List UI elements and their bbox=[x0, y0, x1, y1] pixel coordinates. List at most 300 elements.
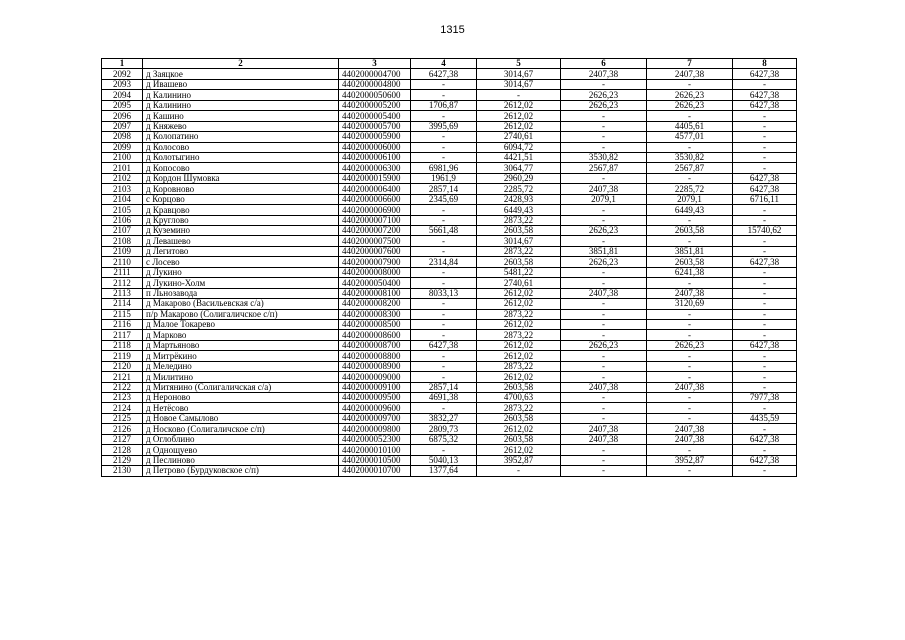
cell-oktmo-code: 4402000004700 bbox=[339, 69, 411, 79]
table-row bbox=[102, 173, 797, 183]
cell-value-col-6: 2407,38 bbox=[561, 184, 647, 194]
cell-oktmo-code: 4402000050400 bbox=[339, 278, 411, 288]
table-row bbox=[102, 132, 797, 142]
cell-row-number: 2117 bbox=[102, 330, 143, 340]
cell-value-col-7: - bbox=[647, 351, 733, 361]
cell-row-number: 2099 bbox=[102, 142, 143, 152]
cell-settlement-name: д Митрёкино bbox=[143, 351, 339, 361]
cell-value-col-4: 3832,27 bbox=[411, 413, 477, 423]
cell-settlement-name: д Песлиново bbox=[143, 455, 339, 465]
table-header-row bbox=[102, 59, 797, 69]
cell-value-col-5: 2740,61 bbox=[477, 278, 561, 288]
cell-value-col-8: - bbox=[733, 424, 797, 434]
cell-value-col-4: - bbox=[411, 111, 477, 121]
cell-value-col-7: - bbox=[647, 173, 733, 183]
cell-oktmo-code: 4402000008300 bbox=[339, 309, 411, 319]
column-header-3: 3 bbox=[339, 59, 411, 69]
page-number: 1315 bbox=[440, 24, 465, 36]
cell-value-col-4: - bbox=[411, 205, 477, 215]
cell-value-col-6: - bbox=[561, 132, 647, 142]
cell-value-col-5: - bbox=[477, 90, 561, 100]
table-row bbox=[102, 194, 797, 204]
column-header-2: 2 bbox=[143, 59, 339, 69]
cell-value-col-6: 2626,23 bbox=[561, 257, 647, 267]
cell-oktmo-code: 4402000008200 bbox=[339, 299, 411, 309]
cell-value-col-8: - bbox=[733, 152, 797, 162]
cell-row-number: 2109 bbox=[102, 246, 143, 256]
cell-value-col-4: 3995,69 bbox=[411, 121, 477, 131]
cell-settlement-name: д Макарово (Васильевская с/а) bbox=[143, 299, 339, 309]
cell-value-col-4: 2857,14 bbox=[411, 382, 477, 392]
cell-value-col-8: - bbox=[733, 351, 797, 361]
cell-value-col-8: - bbox=[733, 309, 797, 319]
table-body bbox=[102, 69, 797, 476]
cell-value-col-4: - bbox=[411, 299, 477, 309]
cell-value-col-8: - bbox=[733, 246, 797, 256]
cell-value-col-7: 3851,81 bbox=[647, 246, 733, 256]
cell-value-col-5: 2285,72 bbox=[477, 184, 561, 194]
table-row bbox=[102, 309, 797, 319]
cell-value-col-7: - bbox=[647, 445, 733, 455]
cell-oktmo-code: 4402000009700 bbox=[339, 413, 411, 423]
cell-value-col-4: 6875,32 bbox=[411, 434, 477, 444]
cell-settlement-name: д Княжево bbox=[143, 121, 339, 131]
cell-value-col-5: 2612,02 bbox=[477, 424, 561, 434]
table-row bbox=[102, 351, 797, 361]
cell-oktmo-code: 4402000006900 bbox=[339, 205, 411, 215]
cell-row-number: 2113 bbox=[102, 288, 143, 298]
cell-row-number: 2108 bbox=[102, 236, 143, 246]
cell-oktmo-code: 4402000009000 bbox=[339, 372, 411, 382]
cell-row-number: 2094 bbox=[102, 90, 143, 100]
cell-value-col-5: 2873,22 bbox=[477, 246, 561, 256]
cell-value-col-6: 2626,23 bbox=[561, 100, 647, 110]
cell-value-col-7: - bbox=[647, 142, 733, 152]
cell-value-col-7: 2626,23 bbox=[647, 340, 733, 350]
cell-settlement-name: п Льнозавода bbox=[143, 288, 339, 298]
cell-row-number: 2120 bbox=[102, 361, 143, 371]
cell-value-col-5: 5481,22 bbox=[477, 267, 561, 277]
cell-settlement-name: с Лосево bbox=[143, 257, 339, 267]
cell-value-col-6: - bbox=[561, 403, 647, 413]
cell-value-col-5: 2612,02 bbox=[477, 340, 561, 350]
cell-value-col-7: 2407,38 bbox=[647, 434, 733, 444]
cell-value-col-4: - bbox=[411, 351, 477, 361]
cell-row-number: 2130 bbox=[102, 466, 143, 476]
cell-value-col-4: 2314,84 bbox=[411, 257, 477, 267]
table-row bbox=[102, 299, 797, 309]
cell-value-col-5: 6449,43 bbox=[477, 205, 561, 215]
cell-value-col-6: 2407,38 bbox=[561, 424, 647, 434]
table-row bbox=[102, 163, 797, 173]
cell-oktmo-code: 4402000007900 bbox=[339, 257, 411, 267]
cell-value-col-6: - bbox=[561, 121, 647, 131]
cell-value-col-8: - bbox=[733, 111, 797, 121]
cell-row-number: 2125 bbox=[102, 413, 143, 423]
cell-value-col-7: 2603,58 bbox=[647, 226, 733, 236]
cell-value-col-5: 2603,58 bbox=[477, 413, 561, 423]
cell-value-col-8: - bbox=[733, 299, 797, 309]
cell-oktmo-code: 4402000052300 bbox=[339, 434, 411, 444]
cell-value-col-8: 6716,11 bbox=[733, 194, 797, 204]
table-row bbox=[102, 184, 797, 194]
cell-settlement-name: д Колотыгино bbox=[143, 152, 339, 162]
column-header-7: 7 bbox=[647, 59, 733, 69]
cell-value-col-5: 2612,02 bbox=[477, 111, 561, 121]
cell-value-col-7: - bbox=[647, 79, 733, 89]
table-row bbox=[102, 246, 797, 256]
cell-value-col-6: - bbox=[561, 455, 647, 465]
cell-settlement-name: д Легитово bbox=[143, 246, 339, 256]
table-row bbox=[102, 361, 797, 371]
cell-value-col-7: - bbox=[647, 403, 733, 413]
cell-value-col-8: 6427,38 bbox=[733, 90, 797, 100]
table-row bbox=[102, 90, 797, 100]
cell-oktmo-code: 4402000007600 bbox=[339, 246, 411, 256]
cell-value-col-7: 6449,43 bbox=[647, 205, 733, 215]
table-row bbox=[102, 278, 797, 288]
cell-row-number: 2115 bbox=[102, 309, 143, 319]
cell-row-number: 2098 bbox=[102, 132, 143, 142]
cell-row-number: 2100 bbox=[102, 152, 143, 162]
cell-value-col-8: - bbox=[733, 163, 797, 173]
cell-value-col-8: - bbox=[733, 403, 797, 413]
table-row bbox=[102, 372, 797, 382]
column-header-4: 4 bbox=[411, 59, 477, 69]
cell-value-col-8: - bbox=[733, 142, 797, 152]
cell-oktmo-code: 4402000006000 bbox=[339, 142, 411, 152]
cell-oktmo-code: 4402000005400 bbox=[339, 111, 411, 121]
cell-value-col-8: - bbox=[733, 319, 797, 329]
cell-value-col-8: 7977,38 bbox=[733, 393, 797, 403]
cell-value-col-4: - bbox=[411, 445, 477, 455]
cell-row-number: 2106 bbox=[102, 215, 143, 225]
cell-value-col-5: 2603,58 bbox=[477, 226, 561, 236]
cell-value-col-5: 3014,67 bbox=[477, 69, 561, 79]
cell-value-col-4: - bbox=[411, 236, 477, 246]
cell-value-col-8: 6427,38 bbox=[733, 69, 797, 79]
cell-settlement-name: д Копосово bbox=[143, 163, 339, 173]
cell-oktmo-code: 4402000004800 bbox=[339, 79, 411, 89]
cell-value-col-5: 2612,02 bbox=[477, 121, 561, 131]
table-row bbox=[102, 466, 797, 476]
cell-settlement-name: д Кашино bbox=[143, 111, 339, 121]
cell-oktmo-code: 4402000005700 bbox=[339, 121, 411, 131]
cell-value-col-7: - bbox=[647, 215, 733, 225]
cell-settlement-name: с Корцово bbox=[143, 194, 339, 204]
cell-row-number: 2129 bbox=[102, 455, 143, 465]
cell-value-col-4: 2857,14 bbox=[411, 184, 477, 194]
cell-settlement-name: д Марково bbox=[143, 330, 339, 340]
cell-value-col-7: - bbox=[647, 413, 733, 423]
cell-row-number: 2119 bbox=[102, 351, 143, 361]
cell-settlement-name: д Нероново bbox=[143, 393, 339, 403]
cell-settlement-name: д Носково (Солигаличское с/п) bbox=[143, 424, 339, 434]
cell-oktmo-code: 4402000050600 bbox=[339, 90, 411, 100]
cell-value-col-4: - bbox=[411, 90, 477, 100]
table-row bbox=[102, 257, 797, 267]
cell-value-col-8: 15740,62 bbox=[733, 226, 797, 236]
column-header-6: 6 bbox=[561, 59, 647, 69]
cell-value-col-7: 2407,38 bbox=[647, 424, 733, 434]
cell-oktmo-code: 4402000010500 bbox=[339, 455, 411, 465]
cell-value-col-6: - bbox=[561, 236, 647, 246]
cell-settlement-name: д Заяцкое bbox=[143, 69, 339, 79]
cell-value-col-4: 4691,38 bbox=[411, 393, 477, 403]
cell-value-col-6: 2626,23 bbox=[561, 90, 647, 100]
cell-value-col-8: 6427,38 bbox=[733, 257, 797, 267]
cell-value-col-8: - bbox=[733, 121, 797, 131]
cell-row-number: 2092 bbox=[102, 69, 143, 79]
cell-oktmo-code: 4402000007100 bbox=[339, 215, 411, 225]
cell-value-col-6: - bbox=[561, 319, 647, 329]
table-row bbox=[102, 236, 797, 246]
cell-row-number: 2126 bbox=[102, 424, 143, 434]
table-row bbox=[102, 226, 797, 236]
cell-settlement-name: д Калинино bbox=[143, 90, 339, 100]
cell-row-number: 2123 bbox=[102, 393, 143, 403]
cell-settlement-name: д Новое Самылово bbox=[143, 413, 339, 423]
table-row bbox=[102, 288, 797, 298]
table-row bbox=[102, 393, 797, 403]
cell-value-col-5: 3952,87 bbox=[477, 455, 561, 465]
cell-value-col-6: - bbox=[561, 393, 647, 403]
cell-oktmo-code: 4402000009800 bbox=[339, 424, 411, 434]
cell-row-number: 2097 bbox=[102, 121, 143, 131]
cell-value-col-7: 3120,69 bbox=[647, 299, 733, 309]
cell-value-col-6: 2567,87 bbox=[561, 163, 647, 173]
cell-value-col-8: - bbox=[733, 79, 797, 89]
cell-row-number: 2127 bbox=[102, 434, 143, 444]
table-row bbox=[102, 152, 797, 162]
table-row bbox=[102, 267, 797, 277]
cell-value-col-7: - bbox=[647, 393, 733, 403]
cell-oktmo-code: 4402000009500 bbox=[339, 393, 411, 403]
cell-value-col-5: 4700,63 bbox=[477, 393, 561, 403]
column-header-5: 5 bbox=[477, 59, 561, 69]
table-row bbox=[102, 79, 797, 89]
cell-value-col-7: 2079,1 bbox=[647, 194, 733, 204]
cell-value-col-4: 6981,96 bbox=[411, 163, 477, 173]
cell-value-col-4: 6427,38 bbox=[411, 340, 477, 350]
cell-oktmo-code: 4402000008500 bbox=[339, 319, 411, 329]
cell-value-col-5: 2612,02 bbox=[477, 372, 561, 382]
cell-row-number: 2122 bbox=[102, 382, 143, 392]
cell-settlement-name: п/р Макарово (Солигаличское с/п) bbox=[143, 309, 339, 319]
cell-value-col-5: 2873,22 bbox=[477, 361, 561, 371]
cell-value-col-8: - bbox=[733, 382, 797, 392]
cell-value-col-5: 2612,02 bbox=[477, 319, 561, 329]
table-row bbox=[102, 424, 797, 434]
cell-value-col-7: - bbox=[647, 361, 733, 371]
cell-value-col-7: - bbox=[647, 330, 733, 340]
cell-value-col-4: - bbox=[411, 215, 477, 225]
cell-value-col-7: - bbox=[647, 372, 733, 382]
cell-value-col-6: - bbox=[561, 142, 647, 152]
cell-row-number: 2096 bbox=[102, 111, 143, 121]
cell-row-number: 2124 bbox=[102, 403, 143, 413]
cell-value-col-4: - bbox=[411, 330, 477, 340]
cell-value-col-6: - bbox=[561, 278, 647, 288]
cell-value-col-5: 2603,58 bbox=[477, 382, 561, 392]
cell-value-col-8: - bbox=[733, 361, 797, 371]
cell-value-col-6: - bbox=[561, 372, 647, 382]
cell-value-col-5: 2612,02 bbox=[477, 288, 561, 298]
cell-settlement-name: д Ивашево bbox=[143, 79, 339, 89]
cell-oktmo-code: 4402000008800 bbox=[339, 351, 411, 361]
cell-value-col-6: 3851,81 bbox=[561, 246, 647, 256]
cell-oktmo-code: 4402000006300 bbox=[339, 163, 411, 173]
cell-value-col-7: 3952,87 bbox=[647, 455, 733, 465]
cell-oktmo-code: 4402000010100 bbox=[339, 445, 411, 455]
table-row bbox=[102, 330, 797, 340]
cell-settlement-name: д Круглово bbox=[143, 215, 339, 225]
cell-value-col-4: - bbox=[411, 267, 477, 277]
cell-value-col-8: - bbox=[733, 215, 797, 225]
cell-oktmo-code: 4402000008100 bbox=[339, 288, 411, 298]
cell-value-col-8: 6427,38 bbox=[733, 173, 797, 183]
table-row bbox=[102, 69, 797, 79]
cell-value-col-6: 2626,23 bbox=[561, 226, 647, 236]
cell-settlement-name: д Митянино (Солигаличская с/а) bbox=[143, 382, 339, 392]
cell-value-col-6: 2407,38 bbox=[561, 69, 647, 79]
cell-row-number: 2111 bbox=[102, 267, 143, 277]
cell-value-col-5: 2873,22 bbox=[477, 330, 561, 340]
cell-value-col-7: - bbox=[647, 319, 733, 329]
cell-value-col-4: - bbox=[411, 372, 477, 382]
table-row bbox=[102, 319, 797, 329]
cell-value-col-6: - bbox=[561, 299, 647, 309]
cell-value-col-8: - bbox=[733, 278, 797, 288]
table-row bbox=[102, 403, 797, 413]
cell-value-col-8: - bbox=[733, 132, 797, 142]
cell-value-col-6: 2079,1 bbox=[561, 194, 647, 204]
cell-oktmo-code: 4402000006400 bbox=[339, 184, 411, 194]
cell-value-col-5: 2740,61 bbox=[477, 132, 561, 142]
cell-value-col-4: 2809,73 bbox=[411, 424, 477, 434]
cell-value-col-4: - bbox=[411, 142, 477, 152]
cell-settlement-name: д Куземино bbox=[143, 226, 339, 236]
cell-value-col-5: 2873,22 bbox=[477, 403, 561, 413]
cell-settlement-name: д Милитино bbox=[143, 372, 339, 382]
cell-row-number: 2093 bbox=[102, 79, 143, 89]
cell-value-col-7: 2407,38 bbox=[647, 382, 733, 392]
table-row bbox=[102, 434, 797, 444]
cell-row-number: 2116 bbox=[102, 319, 143, 329]
cell-value-col-4: 1706,87 bbox=[411, 100, 477, 110]
cell-row-number: 2104 bbox=[102, 194, 143, 204]
cell-settlement-name: д Мартьяново bbox=[143, 340, 339, 350]
cell-row-number: 2118 bbox=[102, 340, 143, 350]
cell-settlement-name: д Малое Токарево bbox=[143, 319, 339, 329]
table-row bbox=[102, 142, 797, 152]
cell-value-col-6: 2407,38 bbox=[561, 434, 647, 444]
cell-value-col-6: - bbox=[561, 111, 647, 121]
cell-value-col-7: - bbox=[647, 309, 733, 319]
cell-value-col-5: 2603,58 bbox=[477, 257, 561, 267]
cell-settlement-name: д Кордон Шумовка bbox=[143, 173, 339, 183]
cell-oktmo-code: 4402000009600 bbox=[339, 403, 411, 413]
cell-value-col-8: - bbox=[733, 445, 797, 455]
cell-value-col-8: 6427,38 bbox=[733, 434, 797, 444]
cell-value-col-8: 6427,38 bbox=[733, 100, 797, 110]
cell-value-col-6: - bbox=[561, 215, 647, 225]
cell-value-col-6: 2626,23 bbox=[561, 340, 647, 350]
cell-value-col-5: 2612,02 bbox=[477, 351, 561, 361]
cell-value-col-4: - bbox=[411, 403, 477, 413]
cell-settlement-name: д Калинино bbox=[143, 100, 339, 110]
cell-value-col-5: 4421,51 bbox=[477, 152, 561, 162]
cell-value-col-6: - bbox=[561, 173, 647, 183]
cell-value-col-7: - bbox=[647, 111, 733, 121]
cell-value-col-6: - bbox=[561, 361, 647, 371]
table-row bbox=[102, 215, 797, 225]
column-header-1: 1 bbox=[102, 59, 143, 69]
cell-value-col-5: 2612,02 bbox=[477, 299, 561, 309]
cell-value-col-6: - bbox=[561, 267, 647, 277]
cell-settlement-name: д Кравцово bbox=[143, 205, 339, 215]
cell-settlement-name: д Колопатино bbox=[143, 132, 339, 142]
cell-value-col-4: 5040,13 bbox=[411, 455, 477, 465]
cell-value-col-5: - bbox=[477, 466, 561, 476]
cell-value-col-5: 2612,02 bbox=[477, 100, 561, 110]
cell-value-col-8: - bbox=[733, 288, 797, 298]
cell-settlement-name: д Оглоблино bbox=[143, 434, 339, 444]
cell-row-number: 2112 bbox=[102, 278, 143, 288]
cell-value-col-8: 6427,38 bbox=[733, 340, 797, 350]
table-row bbox=[102, 205, 797, 215]
cell-row-number: 2105 bbox=[102, 205, 143, 215]
cell-value-col-7: 2603,58 bbox=[647, 257, 733, 267]
cell-value-col-5: 2603,58 bbox=[477, 434, 561, 444]
cell-value-col-8: - bbox=[733, 466, 797, 476]
cell-row-number: 2107 bbox=[102, 226, 143, 236]
table-row bbox=[102, 445, 797, 455]
cell-settlement-name: д Меледино bbox=[143, 361, 339, 371]
cell-value-col-6: - bbox=[561, 309, 647, 319]
cell-value-col-7: 3530,82 bbox=[647, 152, 733, 162]
cell-value-col-4: 5661,48 bbox=[411, 226, 477, 236]
cell-value-col-6: - bbox=[561, 466, 647, 476]
cell-value-col-7: 2407,38 bbox=[647, 288, 733, 298]
cell-value-col-8: - bbox=[733, 236, 797, 246]
cell-settlement-name: д Левашево bbox=[143, 236, 339, 246]
cell-value-col-8: - bbox=[733, 330, 797, 340]
cell-value-col-4: - bbox=[411, 79, 477, 89]
cell-value-col-6: 2407,38 bbox=[561, 382, 647, 392]
cell-value-col-7: - bbox=[647, 278, 733, 288]
cell-value-col-5: 3014,67 bbox=[477, 79, 561, 89]
cell-value-col-8: - bbox=[733, 205, 797, 215]
cell-oktmo-code: 4402000007500 bbox=[339, 236, 411, 246]
cell-value-col-6: 3530,82 bbox=[561, 152, 647, 162]
table-row bbox=[102, 121, 797, 131]
cell-value-col-5: 6094,72 bbox=[477, 142, 561, 152]
cell-value-col-4: - bbox=[411, 278, 477, 288]
cell-value-col-7: 2567,87 bbox=[647, 163, 733, 173]
cell-value-col-6: 2407,38 bbox=[561, 288, 647, 298]
cell-value-col-7: 2285,72 bbox=[647, 184, 733, 194]
cell-oktmo-code: 4402000006600 bbox=[339, 194, 411, 204]
column-header-8: 8 bbox=[733, 59, 797, 69]
cell-value-col-6: - bbox=[561, 205, 647, 215]
table-row bbox=[102, 111, 797, 121]
cell-oktmo-code: 4402000010700 bbox=[339, 466, 411, 476]
cell-row-number: 2114 bbox=[102, 299, 143, 309]
cell-oktmo-code: 4402000008700 bbox=[339, 340, 411, 350]
cell-value-col-5: 3064,77 bbox=[477, 163, 561, 173]
cell-oktmo-code: 4402000006100 bbox=[339, 152, 411, 162]
